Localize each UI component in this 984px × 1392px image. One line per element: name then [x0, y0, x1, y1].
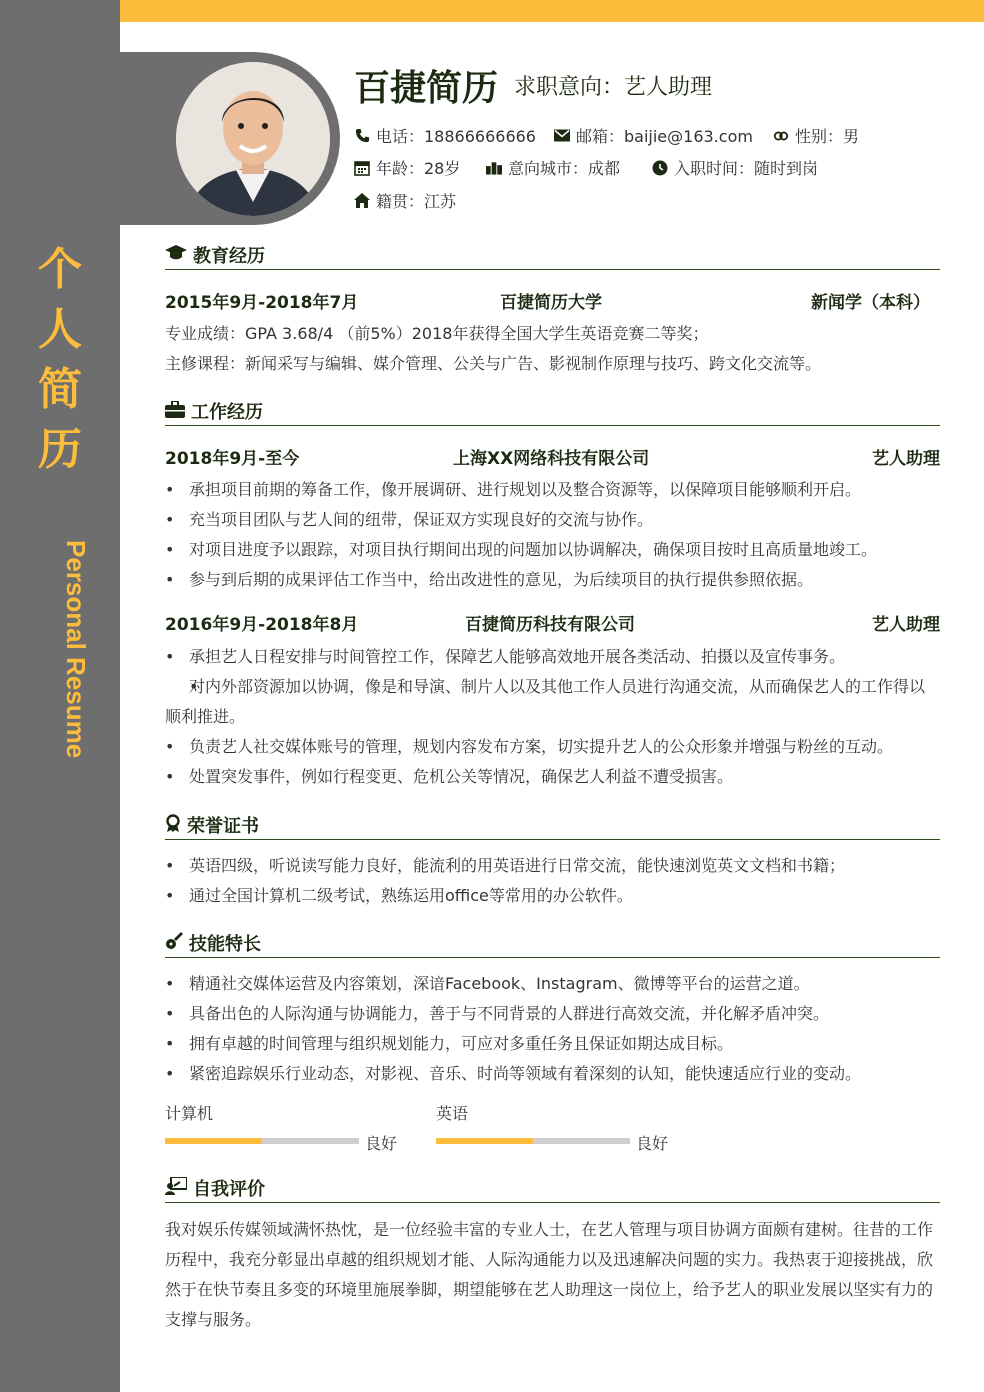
presentation-icon: [165, 1177, 187, 1199]
section-title: 工作经历: [191, 402, 263, 423]
home-icon: [354, 193, 370, 209]
job-period: 2016年9月-2018年8月: [165, 615, 359, 635]
skills-bullets: [165, 969, 940, 1089]
info-email: 邮箱：baijie@163.com: [554, 124, 753, 147]
education-period: 2015年9月-2018年7月: [165, 293, 359, 313]
list-item: • 紧密追踪娱乐行业动态，对影视、音乐、时尚等领域有着深刻的认知，能快速适应行业的变动。: [165, 1059, 940, 1089]
top-accent-bar: [120, 0, 984, 22]
education-major: 新闻学（本科）: [811, 293, 930, 313]
skill-level-computer: 良好: [365, 1134, 398, 1153]
skill-level-english: 良好: [636, 1134, 669, 1153]
section-title: 自我评价: [193, 1179, 265, 1200]
info-phone: 电话：18866666666: [354, 124, 536, 147]
award-icon: [165, 814, 181, 836]
sidebar-title-cn: 个 人 简 历: [38, 244, 82, 475]
list-item: • 通过全国计算机二级考试，熟练运用office等常用的办公软件。: [165, 881, 940, 911]
job-intent: 求职意向：艺人助理: [514, 75, 713, 100]
skill-bar-computer: [165, 1138, 359, 1144]
list-item: • 处置突发事件，例如行程变更、危机公关等情况，确保艺人利益不遭受损害。: [165, 762, 940, 792]
skill-label-computer: 计算机: [165, 1104, 214, 1123]
section-skills: [165, 929, 940, 958]
list-item: • 承担项目前期的筹备工作，像开展调研、进行规划以及整合资源等，以保障项目能够顺利开启。: [165, 475, 940, 505]
list-item: • 承担艺人日程安排与时间管控工作，保障艺人能够高效地开展各类活动、拍摄以及宣传事务。: [165, 642, 940, 672]
education-details: 专业成绩：GPA 3.68/4 （前5%）2018年获得全国大学生英语竞赛二等奖； 主修课程：新闻采写与编辑、媒介管理、公关与广告、影视制作原理与技巧、跨文化交流等。: [165, 324, 822, 373]
candidate-name: 百捷简历: [354, 68, 499, 109]
self-evaluation-text: 我对娱乐传媒领域满怀热忱，是一位经验丰富的专业人士，在艺人管理与项目协调方面颇有建树。往昔的工作历程中，我充分彰显出卓越的组织规划才能、人际沟通能力以及迅速解决问题的实力。我热衷于迎接挑战，欣然于在快节奏且多变的环境里施展拳脚，期望能够在艺人助理这一岗位上，给予艺人的职业发展以坚实有力的支撑与服务。: [165, 1220, 934, 1329]
skill-label-english: 英语: [436, 1104, 469, 1123]
list-item: • 拥有卓越的时间管理与组织规划能力，可应对多重任务且保证如期达成目标。: [165, 1029, 940, 1059]
email-icon: [554, 128, 570, 144]
info-age: 年龄：28岁: [354, 156, 460, 179]
skill-bar-fill: [436, 1138, 533, 1144]
job-company: 上海XX网络科技有限公司: [453, 449, 650, 469]
calendar-icon: [354, 160, 370, 176]
list-item: • 英语四级，听说读写能力良好，能流利的用英语进行日常交流，能快速浏览英文文档和书籍；: [165, 851, 940, 881]
list-item: • 充当项目团队与艺人间的纽带，保证双方实现良好的交流与协作。: [165, 505, 940, 535]
briefcase-icon: [165, 401, 185, 422]
job-role: 艺人助理: [872, 449, 940, 469]
job-bullets: [165, 642, 940, 792]
section-title: 教育经历: [193, 246, 265, 267]
job-company: 百捷简历科技有限公司: [465, 615, 635, 635]
job-bullets: [165, 475, 940, 595]
info-city: 意向城市：成都: [486, 156, 620, 179]
honors-bullets: [165, 851, 940, 911]
section-title: 荣誉证书: [187, 816, 259, 837]
avatar: [176, 62, 330, 216]
list-item: • 对内外部资源加以协调，像是和导演、制片人以及其他工作人员进行沟通交流，从而确保艺人的工作得以顺利推进。: [165, 672, 940, 732]
section-honors: [165, 811, 940, 840]
section-work: [165, 397, 940, 426]
skill-bar-fill: [165, 1138, 262, 1144]
list-item: • 对项目进度予以跟踪，对项目执行期间出现的问题加以协调解决，确保项目按时且高质量地竣工。: [165, 535, 940, 565]
info-gender: 性别：男: [773, 124, 859, 147]
skill-bar-english: [436, 1138, 630, 1144]
clock-icon: [652, 160, 668, 176]
info-origin: 籍贯：江苏: [354, 189, 456, 212]
gender-icon: [773, 128, 789, 144]
list-item: • 具备出色的人际沟通与协调能力，善于与不同背景的人群进行高效交流，并化解矛盾冲突。: [165, 999, 940, 1029]
guitar-icon: [165, 932, 183, 954]
education-school: 百捷简历大学: [500, 293, 602, 313]
section-title: 技能特长: [189, 934, 261, 955]
sidebar-title-en: Personal Resume: [61, 540, 91, 759]
section-self: [165, 1174, 940, 1203]
list-item: • 负责艺人社交媒体账号的管理，规划内容发布方案，切实提升艺人的公众形象并增强与粉丝的互动。: [165, 732, 940, 762]
city-icon: [486, 160, 502, 176]
job-role: 艺人助理: [872, 615, 940, 635]
info-start: 入职时间：随时到岗: [652, 156, 818, 179]
job-period: 2018年9月-至今: [165, 449, 300, 469]
section-education: [165, 241, 940, 270]
phone-icon: [354, 128, 370, 144]
graduation-cap-icon: [165, 245, 187, 265]
list-item: • 精通社交媒体运营及内容策划，深谙Facebook、Instagram、微博等平台的运营之道。: [165, 969, 940, 999]
list-item: • 参与到后期的成果评估工作当中，给出改进性的意见，为后续项目的执行提供参照依据。: [165, 565, 940, 595]
